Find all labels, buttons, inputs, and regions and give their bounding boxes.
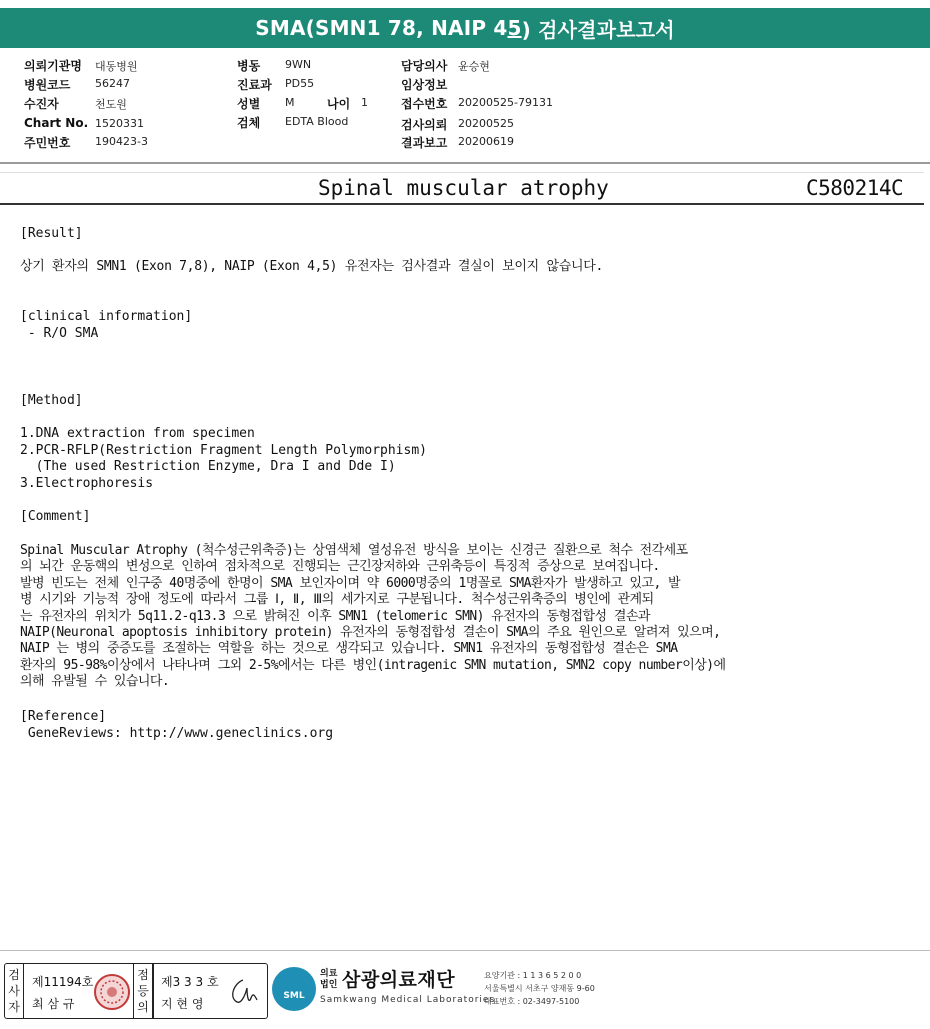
value-sex: M [285,96,295,109]
foundation-english-name: Samkwang Medical Laboratories [320,995,496,1005]
seal-pattern [96,976,128,1008]
comment-line: NAIP(Neuronal apoptosis inhibitory protein) 유전자의 동형접합성 결손이 SMA의 주요 원인으로 알려져 있으며, [20,625,721,641]
confirmer-license: 제3 3 3 호 [161,975,219,989]
confirmer-name: 지 현 영 [161,997,204,1011]
report-title-underlined: 5 [507,16,522,40]
test-code: C580214C [806,176,904,200]
value-physician: 윤승현 [458,60,490,73]
value-age: 1 [361,96,368,109]
label-physician: 담당의사 [401,59,448,73]
value-department: PD55 [285,77,315,90]
label-patient-name: 수진자 [24,97,59,111]
phone: 대표번호 : 02-3497-5100 [484,997,580,1006]
label-hospital-code: 병원코드 [24,78,71,92]
result-heading: [Result] [20,226,83,241]
label-department: 진료과 [237,78,272,92]
label-age: 나이 [327,97,351,111]
method-line: (The used Restriction Enzyme, Dra I and Dde I) [20,459,396,474]
confirmer-vertical-label [133,964,153,1018]
examiner-license: 제11194호 [32,975,94,989]
comment-line: NAIP 는 병의 중증도를 조절하는 역할을 하는 것으로 생각되고 있습니다. SMN1 유전자의 동형접합성 결손은 SMA [20,641,678,657]
value-resident-number: 190423-3 [95,135,148,148]
sml-logo-icon [272,967,316,1011]
report-title-suffix: ) 검사결과보고서 [521,17,675,42]
patient-info-panel [0,50,930,164]
label-specimen: 검체 [237,116,261,130]
value-test-request: 20200525 [458,117,514,130]
label-clinical-info: 임상정보 [401,78,448,92]
examiner-char: 자 [8,1000,20,1014]
value-ward: 9WN [285,58,312,71]
value-specimen: EDTA Blood [285,115,349,128]
comment-line: 병 시기와 기능적 장애 정도에 따라서 그룹 Ⅰ, Ⅱ, Ⅲ의 세가지로 구분됩니다. 척수성근위축증의 병인에 관계되 [20,592,654,608]
comment-line: 의 뇌간 운동핵의 변성으로 인하여 점차적으로 진행되는 근긴장저하와 근위축등이 특징적 증상으로 보여집니다. [20,559,660,575]
confirmer-char: 점 [137,968,149,982]
comment-line: 환자의 95-98%이상에서 나타나며 그외 2-5%에서는 다른 병인(intragenic SMN mutation, SMN2 copy number이상)에 [20,657,726,673]
label-chart-no: Chart No. [24,116,89,130]
signature-box [4,963,268,1019]
label-requesting-institution: 의뢰기관명 [24,59,82,73]
corp-prefix [320,969,337,991]
foundation-contact [484,969,595,1008]
value-chart-no: 1520331 [95,117,144,130]
label-ward: 병동 [237,59,261,73]
value-patient-name: 천도원 [95,98,127,111]
reference-text: GeneReviews: http://www.geneclinics.org [20,726,334,741]
method-line: 3.Electrophoresis [20,476,154,491]
test-header [0,172,924,205]
confirmer-char: 의 [137,1000,149,1014]
corp-prefix-line: 의료 [320,969,338,979]
value-result-report: 20200619 [458,135,514,148]
examiner-vertical-label [5,964,24,1018]
reference-heading: [Reference] [20,709,107,724]
examiner-name: 최 삼 규 [32,997,75,1011]
result-text: 상기 환자의 SMN1 (Exon 7,8), NAIP (Exon 4,5) 유전자는 검사결과 결실이 보이지 않습니다. [20,259,604,274]
confirmer-char: 등 [137,984,149,998]
comment-body [20,543,905,691]
label-receipt-number: 접수번호 [401,97,448,111]
label-resident-number: 주민번호 [24,136,71,150]
comment-line: 발병 빈도는 전체 인구중 40명중에 한명이 SMA 보인자이며 약 6000명중의 1명꼴로 SMA환자가 발생하고 있고, 발 [20,575,681,591]
comment-heading: [Comment] [20,509,91,524]
foundation-name: 삼광의료재단 [342,969,456,991]
label-test-request: 검사의뢰 [401,118,448,132]
method-heading: [Method] [20,393,83,408]
org-code: 요양기관 : 1 1 3 6 5 2 0 0 [484,971,582,980]
signature-scribble [225,974,261,1008]
comment-line: Spinal Muscular Atrophy (척수성근위축증)는 상염색체 열성유전 방식을 보이는 신경근 질환으로 척수 전각세포 [20,543,688,558]
clinical-heading: [clinical information] [20,309,193,324]
foundation-logo [272,963,595,1019]
examiner-char: 사 [8,984,20,998]
label-result-report: 결과보고 [401,136,448,150]
clinical-text: - R/O SMA [20,326,99,341]
method-line: 1.DNA extraction from specimen [20,426,255,441]
report-title-prefix: SMA(SMN1 78, NAIP 4 [255,16,508,40]
test-name: Spinal muscular atrophy [318,176,609,200]
corp-prefix-line: 법인 [320,980,338,990]
method-line: 2.PCR-RFLP(Restriction Fragment Length Polymorphism) [20,443,427,458]
signature-divider [153,964,154,1018]
label-sex: 성별 [237,97,261,111]
value-receipt-number: 20200525-79131 [458,96,553,109]
value-requesting-institution: 대동병원 [95,60,138,73]
comment-line: 는 유전자의 위치가 5q11.2-q13.3 으로 밝혀진 이후 SMN1 (telomeric SMN) 유전자의 동형접합성 결손과 [20,608,650,624]
report-title [0,8,930,48]
address: 서울특별시 서초구 양재동 9-60 [484,984,595,993]
official-seal [94,974,130,1010]
footer-divider [0,950,930,951]
value-hospital-code: 56247 [95,77,130,90]
examiner-char: 검 [8,968,20,982]
comment-line: 의해 유발될 수 있습니다. [20,674,170,690]
sml-logo-text: SML [283,991,305,1001]
